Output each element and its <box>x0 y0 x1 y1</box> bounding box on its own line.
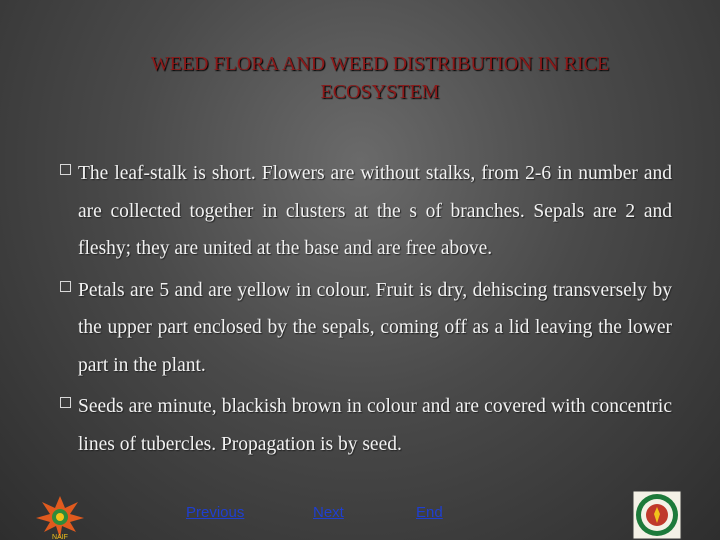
bullet-text: Petals are 5 and are yellow in colour. Fruit is dry, dehiscing transversely by the upper part enclosed by the sepals, coming off as a lid leaving the lower part in the plant. <box>78 279 672 376</box>
slide-title <box>60 50 700 106</box>
slide-title-line-2: ECOSYSTEM <box>320 81 440 103</box>
bullet-text: Seeds are minute, blackish brown in colour and are covered with concentric lines of tubercles. Propagation is by seed. <box>78 396 672 455</box>
slide-title-line-1: WEED FLORA AND WEED DISTRIBUTION IN RICE <box>150 53 610 75</box>
university-seal-icon <box>632 490 682 540</box>
bullet-item <box>60 155 672 268</box>
end-link[interactable]: End <box>416 504 443 521</box>
bullet-box-icon <box>60 281 71 292</box>
logo-star-icon <box>36 496 84 538</box>
previous-link[interactable]: Previous <box>186 504 245 521</box>
logo-caption: NAIF <box>52 534 68 540</box>
institute-logo-left <box>32 494 88 540</box>
bullet-box-icon <box>60 397 71 408</box>
bullet-item <box>60 388 672 463</box>
bullet-text: The leaf-stalk is short. Flowers are without stalks, from 2-6 in number and are collected together in clusters at the s of branches. Sepals are 2 and fleshy; they are united at the base and are free above. <box>78 163 672 259</box>
bullet-item <box>60 272 672 385</box>
bullet-box-icon <box>60 164 71 175</box>
next-link[interactable]: Next <box>313 504 344 521</box>
bullet-list <box>60 155 672 467</box>
